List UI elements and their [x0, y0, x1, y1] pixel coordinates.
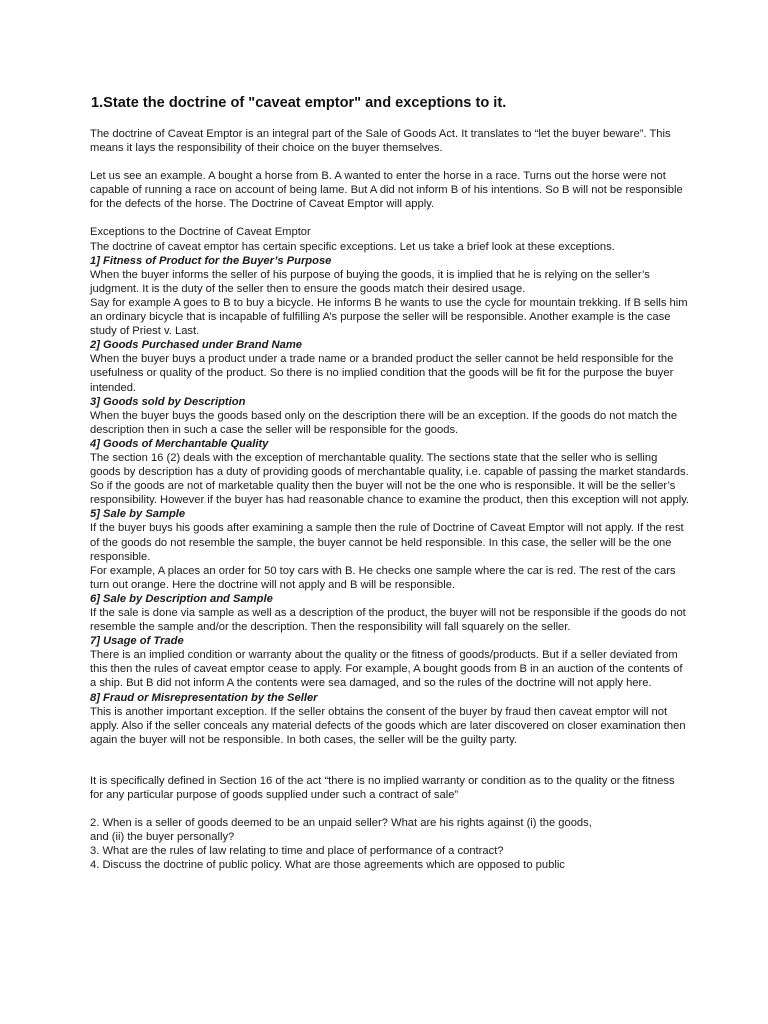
section-heading: 2] Goods Purchased under Brand Name [90, 339, 302, 352]
section-paragraph: When the buyer buys the goods based only on the description there will be an exception. If the goods do not match the description then in such a case the seller will be responsible for the goods. [90, 409, 678, 436]
document-body [90, 94, 690, 873]
section-paragraph: There is an implied condition or warranty about the quality or the fitness of goods/products. But if a seller deviated from this then the rules of caveat emptor cease to apply. For example, A bought goods from B in an auction of the contents of a ship. But B did not inform A the contents were sea damaged, and so the rules of the doctrine will not apply here. [90, 649, 683, 690]
section-heading: 7] Usage of Trade [90, 635, 184, 648]
section-paragraph: The section 16 (2) deals with the exception of merchantable quality. The sections state that the seller who is selling goods by description has a duty of providing goods of merchantable quality, i.e. capable of passing the market standards. [90, 451, 689, 479]
section-paragraph: Say for example A goes to B to buy a bicycle. He informs B he wants to use the cycle for mountain trekking. If B sells him an ordinary bicycle that is incapable of fulfilling A’s purpose the seller will be responsible. Another example is the case study of Priest v. Last. [90, 296, 688, 338]
question-line: 4. Discuss the doctrine of public policy. What are those agreements which are opposed to public [90, 859, 565, 872]
question-line: 3. What are the rules of law relating to time and place of performance of a contract? [90, 845, 504, 858]
question-line: 2. When is a seller of goods deemed to be an unpaid seller? What are his rights against (i) the goods, [90, 817, 592, 830]
section16-note: It is specifically defined in Section 16 of the act “there is no implied warranty or condition as to the quality or the fitness for any particular purpose of goods supplied under such a contract of sale” [90, 774, 675, 802]
section-paragraph: If the sale is done via sample as well as a description of the product, the buyer will not be responsible if the goods do not resemble the sample and/or the description. Then the responsibility will fall squarely on the seller. [90, 607, 686, 634]
section-heading: 5] Sale by Sample [90, 508, 186, 521]
section-paragraph: When the buyer buys a product under a trade name or a branded product the seller cannot be held responsible for the usefulness or quality of the product. So there is no implied condition that the goods will be fit for the purpose the buyer intended. [90, 353, 674, 394]
section-heading: 3] Goods sold by Description [90, 395, 246, 408]
section-paragraph: For example, A places an order for 50 toy cars with B. He checks one sample where the car is red. The rest of the cars turn out orange. Here the doctrine will not apply and B will be responsible. [90, 564, 676, 591]
section-heading: 1] Fitness of Product for the Buyer’s Purpose [90, 254, 332, 267]
section-paragraph: When the buyer informs the seller of his purpose of buying the goods, it is implied that he is relying on the seller’s judgment. It is the duty of the seller then to ensure the goods match their desired usage. [90, 268, 650, 295]
question-line: and (ii) the buyer personally? [90, 831, 235, 844]
section-heading: 8] Fraud or Misrepresentation by the Seller [90, 691, 318, 704]
section-heading: 4] Goods of Merchantable Quality [90, 437, 269, 450]
section-paragraph: If the buyer buys his goods after examining a sample then the rule of Doctrine of Caveat Emptor will not apply. If the rest of the goods do not resemble the sample, the buyer cannot be held responsible. In this case, the seller will be the one responsible. [90, 522, 684, 563]
exceptions-heading: Exceptions to the Doctrine of Caveat Emptor [90, 226, 311, 239]
page-title: 1.State the doctrine of "caveat emptor" and exceptions to it. [91, 95, 507, 111]
example-paragraph: Let us see an example. A bought a horse from B. A wanted to enter the horse in a race. Turns out the horse were not capable of running a race on account of being lame. But A did not inform B of his intentions. So B will not be responsible for the defects of the horse. The Doctrine of Caveat Emptor will apply. [90, 170, 683, 211]
spacer [90, 747, 690, 774]
section-heading: 6] Sale by Description and Sample [90, 592, 273, 605]
exceptions-intro: The doctrine of caveat emptor has certain specific exceptions. Let us take a brief look at these exceptions. [90, 240, 615, 253]
section-paragraph: This is another important exception. If the seller obtains the consent of the buyer by fraud then caveat emptor will not apply. Also if the seller conceals any material defects of the goods which are later discovered on closer examination then again the buyer will not be responsible. In both cases, the seller will be the guilty party. [90, 705, 686, 746]
intro-paragraph: The doctrine of Caveat Emptor is an integral part of the Sale of Goods Act. It translates to “let the buyer beware”. This means it lays the responsibility of their choice on the buyer themselves. [90, 128, 671, 155]
section-paragraph: So if the goods are not of marketable quality then the buyer will not be the one who is responsible. It will be the seller’s responsibility. However if the buyer has had reasonable chance to examine the product, then this exception will not apply. [90, 480, 690, 507]
